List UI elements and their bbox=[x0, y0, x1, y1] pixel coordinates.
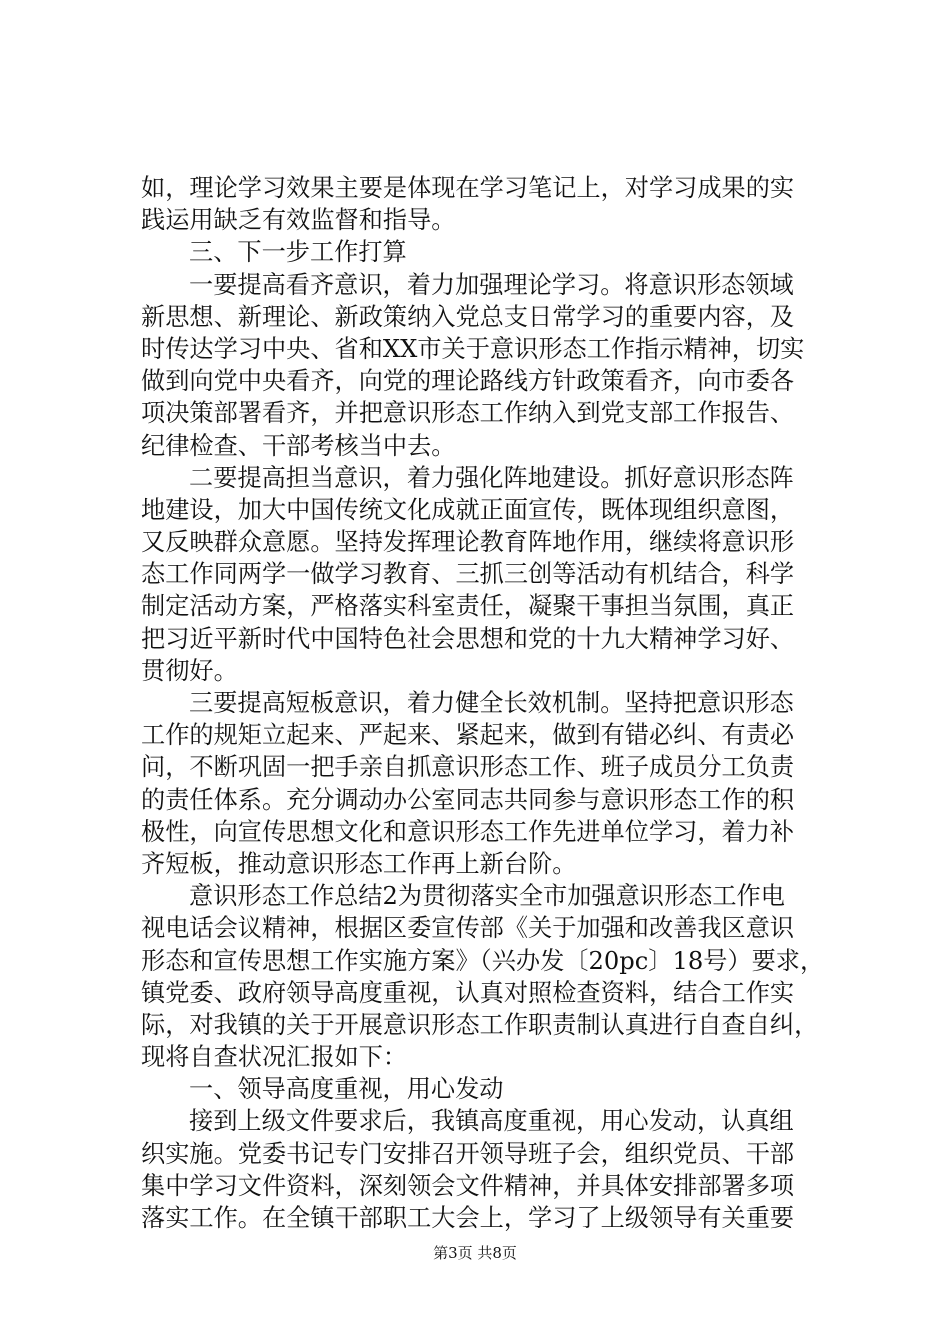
text-line: 态工作同两学一做学习教育、三抓三创等活动有机结合，科学 bbox=[141, 560, 795, 589]
text-line: 三、下一步工作打算 bbox=[189, 238, 407, 267]
document-body bbox=[141, 172, 831, 1234]
text-line: 如，理论学习效果主要是体现在学习笔记上，对学习成果的实 bbox=[141, 174, 795, 202]
text-line: 镇党委、政府领导高度重视，认真对照检查资料，结合工作实 bbox=[141, 978, 795, 1007]
text-line: 新思想、新理论、新政策纳入党总支日常学习的重要内容，及 bbox=[141, 302, 795, 331]
text-line: 问，不断巩固一把手亲自抓意识形态工作、班子成员分工负责 bbox=[141, 753, 795, 782]
text-line: 现将自查状况汇报如下： bbox=[141, 1043, 408, 1072]
page-number: 第3页 共8页 bbox=[433, 1244, 517, 1262]
text-line: 三要提高短板意识，着力健全长效机制。坚持把意识形态 bbox=[189, 689, 794, 717]
text-line: 做到向党中央看齐，向党的理论路线方针政策看齐，向市委各 bbox=[141, 367, 795, 396]
text-line: 织实施。党委书记专门安排召开领导班子会，组织党员、干部 bbox=[141, 1139, 795, 1168]
text-line: 落实工作。在全镇干部职工大会上，学习了上级领导有关重要 bbox=[141, 1204, 795, 1232]
text-line: 意识形态工作总结2为贯彻落实全市加强意识形态工作电 bbox=[189, 882, 785, 911]
text-line: 视电话会议精神，根据区委宣传部《关于加强和改善我区意识 bbox=[141, 914, 795, 943]
text-line: 二要提高担当意识，着力强化阵地建设。抓好意识形态阵 bbox=[189, 463, 794, 492]
text-line: 的责任体系。充分调动办公室同志共同参与意识形态工作的积 bbox=[141, 785, 795, 814]
text-line: 一、领导高度重视，用心发动 bbox=[189, 1075, 504, 1104]
text-line: 齐短板，推动意识形态工作再上新台阶。 bbox=[141, 849, 577, 878]
text-line: 纪律检查、干部考核当中去。 bbox=[141, 431, 456, 460]
text-line: 把习近平新时代中国特色社会思想和党的十九大精神学习好、 bbox=[141, 624, 795, 653]
text-line: 一要提高看齐意识，着力加强理论学习。将意识形态领域 bbox=[189, 270, 794, 299]
text-line: 极性，向宣传思想文化和意识形态工作先进单位学习，着力补 bbox=[141, 817, 795, 846]
text-line: 际，对我镇的关于开展意识形态工作职责制认真进行自查自纠， bbox=[141, 1010, 819, 1039]
text-line: 接到上级文件要求后，我镇高度重视，用心发动，认真组 bbox=[189, 1107, 794, 1136]
text-line: 时传达学习中央、省和XX市关于意识形态工作指示精神，切实 bbox=[141, 334, 805, 363]
text-line: 又反映群众意愿。坚持发挥理论教育阵地作用，继续将意识形 bbox=[141, 528, 795, 557]
text-line: 工作的规矩立起来、严起来、紧起来，做到有错必纠、有责必 bbox=[141, 721, 795, 750]
text-line: 形态和宣传思想工作实施方案》（兴办发〔20pc〕18号）要求， bbox=[141, 946, 825, 975]
text-line: 贯彻好。 bbox=[141, 656, 238, 685]
text-line: 践运用缺乏有效监督和指导。 bbox=[141, 206, 456, 235]
page-footer bbox=[0, 1243, 950, 1263]
text-line: 制定活动方案，严格落实科室责任，凝聚干事担当氛围，真正 bbox=[141, 592, 795, 621]
text-line: 集中学习文件资料，深刻领会文件精神，并具体安排部署多项 bbox=[141, 1171, 795, 1200]
text-line: 地建设，加大中国传统文化成就正面宣传，既体现组织意图， bbox=[141, 495, 795, 524]
text-line: 项决策部署看齐，并把意识形态工作纳入到党支部工作报告、 bbox=[141, 399, 795, 428]
